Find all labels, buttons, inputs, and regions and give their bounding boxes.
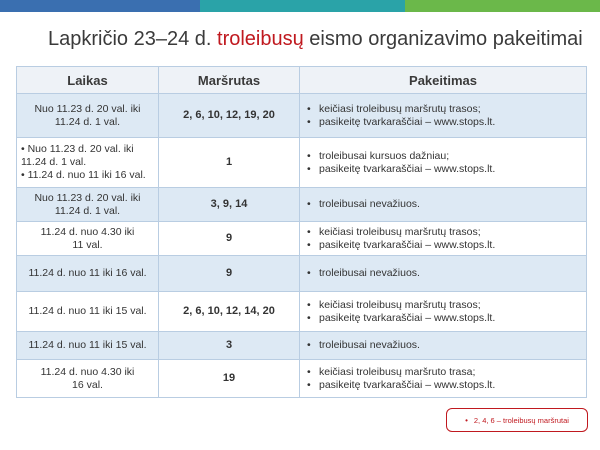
route-cell: 19 xyxy=(159,360,300,398)
change-item: • troleibusai nevažiuos. xyxy=(319,198,581,211)
change-item: • pasikeitę tvarkaraščiai – www.stops.lt. xyxy=(319,379,581,392)
changes-cell xyxy=(300,94,587,138)
top-bar-segment-blue xyxy=(0,0,200,12)
title-text-before: Lapkričio 23–24 d. xyxy=(48,28,218,50)
table-row xyxy=(17,332,587,360)
time-line: 11.24 d. nuo 11 iki 15 val. xyxy=(28,339,147,351)
time-cell xyxy=(17,292,159,332)
header-time: Laikas xyxy=(17,67,159,94)
top-bar-segment-teal xyxy=(200,0,405,12)
time-cell xyxy=(17,256,159,292)
changes-cell xyxy=(300,138,587,188)
route-cell: 2, 6, 10, 12, 14, 20 xyxy=(159,292,300,332)
time-line: 11.24 d. nuo 4.30 iki xyxy=(40,365,135,378)
time-line: 11.24 d. nuo 4.30 iki xyxy=(40,225,135,238)
table-row xyxy=(17,94,587,138)
time-cell xyxy=(17,138,159,188)
changes-cell xyxy=(300,188,587,222)
change-item: • troleibusai nevažiuos. xyxy=(319,339,581,352)
time-line: Nuo 11.23 d. 20 val. iki xyxy=(34,191,141,204)
change-item: • troleibusai nevažiuos. xyxy=(319,267,581,280)
time-line: 11.24 d. 1 val. xyxy=(54,204,121,217)
route-cell: 9 xyxy=(159,256,300,292)
table-header-row xyxy=(17,67,587,94)
table-row xyxy=(17,188,587,222)
legend-bullet: • xyxy=(465,415,468,425)
change-item: • keičiasi troleibusų maršruto trasa; xyxy=(319,366,581,379)
changes-cell xyxy=(300,292,587,332)
time-cell xyxy=(17,188,159,222)
change-item: • pasikeitę tvarkaraščiai – www.stops.lt. xyxy=(319,312,581,325)
route-cell: 9 xyxy=(159,222,300,256)
time-line: 11 val. xyxy=(72,238,103,251)
route-cell: 2, 6, 10, 12, 19, 20 xyxy=(159,94,300,138)
change-item: • pasikeitę tvarkaraščiai – www.stops.lt. xyxy=(319,163,581,176)
time-line: Nuo 11.23 d. 20 val. iki xyxy=(34,102,141,115)
header-route: Maršrutas xyxy=(159,67,300,94)
table-row xyxy=(17,222,587,256)
table-row xyxy=(17,360,587,398)
changes-cell xyxy=(300,222,587,256)
title-text-after: eismo organizavimo pakeitimai xyxy=(303,28,583,50)
top-color-bar xyxy=(0,0,600,12)
change-item: • keičiasi troleibusų maršrutų trasos; xyxy=(319,299,581,312)
changes-cell xyxy=(300,360,587,398)
changes-cell xyxy=(300,256,587,292)
change-item: • troleibusai kursuos dažniau; xyxy=(319,150,581,163)
time-line: 11.24 d. nuo 11 iki 15 val. xyxy=(28,305,147,317)
time-line: 16 val. xyxy=(72,378,103,391)
time-cell xyxy=(17,332,159,360)
table-row xyxy=(17,292,587,332)
legend-text: 2, 4, 6 – troleibusų maršrutai xyxy=(473,415,569,425)
top-bar-segment-green xyxy=(405,0,600,12)
title-highlight: troleibusų xyxy=(217,28,304,50)
change-item: • keičiasi troleibusų maršrutų trasos; xyxy=(319,103,581,116)
time-line: • Nuo 11.23 d. 20 val. iki xyxy=(21,143,134,155)
time-cell xyxy=(17,360,159,398)
change-item: • keičiasi troleibusų maršrutų trasos; xyxy=(319,226,581,239)
time-line: 11.24 d. nuo 11 iki 16 val. xyxy=(28,267,147,279)
changes-cell xyxy=(300,332,587,360)
time-line: 11.24 d. 1 val. xyxy=(54,115,121,128)
change-item: • pasikeitę tvarkaraščiai – www.stops.lt. xyxy=(319,239,581,252)
route-cell: 3 xyxy=(159,332,300,360)
schedule-table xyxy=(16,66,587,398)
time-line: 11.24 d. 1 val. xyxy=(21,156,87,168)
route-legend xyxy=(446,408,588,432)
page-title xyxy=(48,28,583,51)
header-changes: Pakeitimas xyxy=(300,67,587,94)
table-row xyxy=(17,138,587,188)
time-cell xyxy=(17,94,159,138)
time-cell xyxy=(17,222,159,256)
route-cell: 3, 9, 14 xyxy=(159,188,300,222)
route-cell: 1 xyxy=(159,138,300,188)
time-line: • 11.24 d. nuo 11 iki 16 val. xyxy=(21,169,146,181)
change-item: • pasikeitę tvarkaraščiai – www.stops.lt. xyxy=(319,116,581,129)
table-row xyxy=(17,256,587,292)
